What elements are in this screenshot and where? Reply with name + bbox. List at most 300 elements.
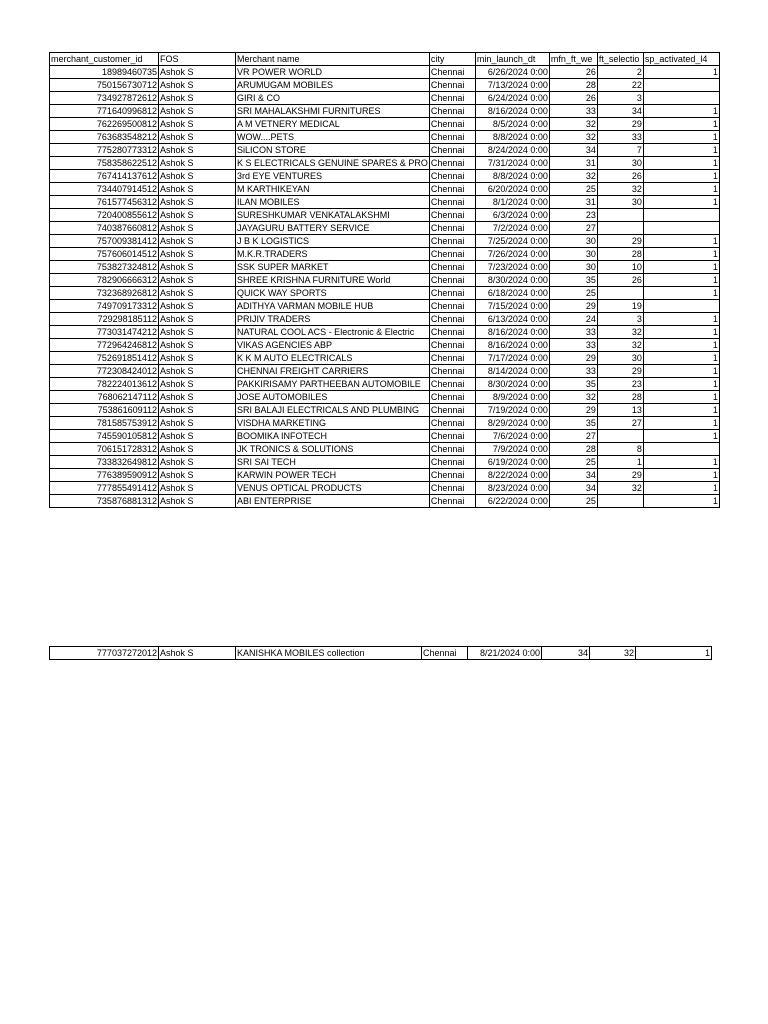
cell-merchant-name[interactable]: JAYAGURU BATTERY SERVICE <box>236 222 430 235</box>
cell-mfn-ft-we[interactable]: 25 <box>549 287 597 300</box>
cell-mfn-ft-we[interactable]: 30 <box>549 261 597 274</box>
cell-ft-selectio[interactable]: 13 <box>597 404 643 417</box>
cell-fos[interactable]: Ashok S <box>159 647 236 660</box>
cell-min-launch-dt[interactable]: 7/13/2024 0:00 <box>475 79 549 92</box>
cell-ft-selectio[interactable]: 22 <box>597 79 643 92</box>
cell-fos[interactable]: Ashok S <box>159 235 236 248</box>
cell-sp-activated-l4[interactable]: 1 <box>643 326 719 339</box>
cell-city[interactable]: Chennai <box>429 261 475 274</box>
cell-merchant-customer-id[interactable]: 781585753912 <box>50 417 159 430</box>
cell-merchant-customer-id[interactable]: 733832649812 <box>50 456 159 469</box>
cell-mfn-ft-we[interactable]: 33 <box>549 339 597 352</box>
cell-city[interactable]: Chennai <box>429 469 475 482</box>
cell-sp-activated-l4[interactable] <box>643 209 719 222</box>
cell-merchant-name[interactable]: GIRI & CO <box>236 92 430 105</box>
cell-mfn-ft-we[interactable]: 31 <box>549 196 597 209</box>
cell-sp-activated-l4[interactable] <box>643 300 719 313</box>
cell-merchant-customer-id[interactable]: 757606014512 <box>50 248 159 261</box>
cell-merchant-customer-id[interactable]: 767414137612 <box>50 170 159 183</box>
header-cell-fos[interactable]: FOS <box>159 53 236 66</box>
cell-fos[interactable]: Ashok S <box>159 482 236 495</box>
cell-merchant-customer-id[interactable]: 777855491412 <box>50 482 159 495</box>
cell-city[interactable]: Chennai <box>429 92 475 105</box>
cell-sp-activated-l4[interactable] <box>643 92 719 105</box>
cell-city[interactable]: Chennai <box>429 313 475 326</box>
cell-min-launch-dt[interactable]: 8/16/2024 0:00 <box>475 339 549 352</box>
cell-ft-selectio[interactable]: 29 <box>597 365 643 378</box>
cell-fos[interactable]: Ashok S <box>159 391 236 404</box>
cell-mfn-ft-we[interactable]: 24 <box>549 313 597 326</box>
cell-city[interactable]: Chennai <box>429 118 475 131</box>
cell-mfn-ft-we[interactable]: 32 <box>549 131 597 144</box>
cell-merchant-name[interactable]: JK TRONICS & SOLUTIONS <box>236 443 430 456</box>
cell-mfn-ft-we[interactable]: 31 <box>549 157 597 170</box>
cell-sp-activated-l4[interactable]: 1 <box>643 313 719 326</box>
cell-sp-activated-l4[interactable]: 1 <box>643 157 719 170</box>
cell-fos[interactable]: Ashok S <box>159 170 236 183</box>
cell-min-launch-dt[interactable]: 8/8/2024 0:00 <box>475 170 549 183</box>
cell-merchant-name[interactable]: SiLICON STORE <box>236 144 430 157</box>
cell-city[interactable]: Chennai <box>429 443 475 456</box>
cell-sp-activated-l4[interactable]: 1 <box>643 352 719 365</box>
cell-mfn-ft-we[interactable]: 29 <box>549 404 597 417</box>
table-row <box>50 430 720 443</box>
cell-merchant-name[interactable]: ABI ENTERPRISE <box>236 495 430 508</box>
cell-mfn-ft-we[interactable]: 25 <box>549 456 597 469</box>
cell-city[interactable]: Chennai <box>429 378 475 391</box>
cell-mfn-ft-we[interactable]: 29 <box>549 352 597 365</box>
cell-merchant-customer-id[interactable]: 782906666312 <box>50 274 159 287</box>
header-row <box>50 53 720 66</box>
cell-fos[interactable]: Ashok S <box>159 495 236 508</box>
cell-mfn-ft-we[interactable]: 26 <box>549 92 597 105</box>
cell-city[interactable]: Chennai <box>429 79 475 92</box>
cell-mfn-ft-we[interactable]: 32 <box>549 118 597 131</box>
cell-ft-selectio[interactable]: 7 <box>597 144 643 157</box>
cell-merchant-name[interactable]: SRI MAHALAKSHMI FURNITURES <box>236 105 430 118</box>
cell-fos[interactable]: Ashok S <box>159 118 236 131</box>
cell-city[interactable]: Chennai <box>422 647 468 660</box>
cell-merchant-name[interactable]: JOSE AUTOMOBILES <box>236 391 430 404</box>
cell-city[interactable]: Chennai <box>429 391 475 404</box>
cell-fos[interactable]: Ashok S <box>159 248 236 261</box>
table-row <box>50 482 720 495</box>
cell-city[interactable]: Chennai <box>429 274 475 287</box>
cell-min-launch-dt[interactable]: 6/20/2024 0:00 <box>475 183 549 196</box>
cell-ft-selectio[interactable]: 8 <box>597 443 643 456</box>
cell-ft-selectio[interactable]: 29 <box>597 469 643 482</box>
cell-merchant-customer-id[interactable]: 773031474212 <box>50 326 159 339</box>
cell-merchant-customer-id[interactable]: 763683548212 <box>50 131 159 144</box>
cell-sp-activated-l4[interactable]: 1 <box>643 183 719 196</box>
cell-ft-selectio[interactable]: 32 <box>597 183 643 196</box>
cell-merchant-customer-id[interactable]: 706151728312 <box>50 443 159 456</box>
cell-fos[interactable]: Ashok S <box>159 222 236 235</box>
cell-sp-activated-l4[interactable]: 1 <box>643 248 719 261</box>
cell-city[interactable]: Chennai <box>429 404 475 417</box>
cell-fos[interactable]: Ashok S <box>159 66 236 79</box>
cell-merchant-customer-id[interactable]: 776389590912 <box>50 469 159 482</box>
header-cell-merchant-name[interactable]: Merchant name <box>236 53 430 66</box>
cell-ft-selectio[interactable]: 30 <box>597 157 643 170</box>
cell-min-launch-dt[interactable]: 8/30/2024 0:00 <box>475 274 549 287</box>
cell-merchant-customer-id[interactable]: 734407914512 <box>50 183 159 196</box>
cell-mfn-ft-we[interactable]: 27 <box>549 222 597 235</box>
cell-merchant-customer-id[interactable]: 749709173312 <box>50 300 159 313</box>
cell-min-launch-dt[interactable]: 6/19/2024 0:00 <box>475 456 549 469</box>
cell-merchant-name[interactable]: KANISHKA MOBILES collection <box>236 647 422 660</box>
cell-min-launch-dt[interactable]: 8/9/2024 0:00 <box>475 391 549 404</box>
cell-merchant-name[interactable]: K S ELECTRICALS GENUINE SPARES & PRO <box>237 158 428 168</box>
cell-merchant-name[interactable]: NATURAL COOL ACS - Electronic & Electric <box>236 326 430 339</box>
cell-fos[interactable]: Ashok S <box>159 443 236 456</box>
cell-ft-selectio[interactable] <box>597 430 643 443</box>
cell-ft-selectio[interactable]: 29 <box>597 235 643 248</box>
cell-merchant-customer-id[interactable]: 782224013612 <box>50 378 159 391</box>
cell-ft-selectio[interactable]: 26 <box>597 170 643 183</box>
cell-fos[interactable]: Ashok S <box>159 326 236 339</box>
cell-merchant-customer-id[interactable]: 772308424012 <box>50 365 159 378</box>
cell-fos[interactable]: Ashok S <box>159 287 236 300</box>
cell-sp-activated-l4[interactable]: 1 <box>643 417 719 430</box>
cell-min-launch-dt[interactable]: 6/22/2024 0:00 <box>475 495 549 508</box>
cell-min-launch-dt[interactable]: 7/17/2024 0:00 <box>475 352 549 365</box>
cell-merchant-name[interactable]: BOOMIKA INFOTECH <box>236 430 430 443</box>
cell-sp-activated-l4[interactable]: 1 <box>643 131 719 144</box>
cell-merchant-customer-id[interactable]: 772964246812 <box>50 339 159 352</box>
cell-city[interactable]: Chennai <box>429 209 475 222</box>
cell-city[interactable]: Chennai <box>429 482 475 495</box>
cell-merchant-customer-id[interactable]: 18989460735 <box>50 66 159 79</box>
cell-mfn-ft-we[interactable]: 35 <box>549 378 597 391</box>
cell-fos[interactable]: Ashok S <box>159 209 236 222</box>
cell-min-launch-dt[interactable]: 6/24/2024 0:00 <box>475 92 549 105</box>
cell-city[interactable]: Chennai <box>429 300 475 313</box>
cell-city[interactable]: Chennai <box>429 352 475 365</box>
cell-fos[interactable]: Ashok S <box>159 183 236 196</box>
cell-merchant-name[interactable]: CHENNAI FREIGHT CARRIERS <box>236 365 430 378</box>
cell-mfn-ft-we[interactable]: 34 <box>542 647 590 660</box>
cell-merchant-name[interactable]: WOW....PETS <box>236 131 430 144</box>
cell-merchant-name[interactable]: VIKAS AGENCIES ABP <box>236 339 430 352</box>
cell-merchant-name[interactable]: ARUMUGAM MOBILES <box>236 79 430 92</box>
cell-merchant-customer-id[interactable]: 771640996812 <box>50 105 159 118</box>
cell-merchant-customer-id[interactable]: 732368926812 <box>50 287 159 300</box>
cell-min-launch-dt[interactable]: 8/23/2024 0:00 <box>475 482 549 495</box>
cell-ft-selectio[interactable]: 32 <box>590 647 636 660</box>
cell-merchant-name[interactable]: VENUS OPTICAL PRODUCTS <box>236 482 430 495</box>
cell-merchant-name[interactable]: PRIJIV TRADERS <box>236 313 430 326</box>
cell-city[interactable]: Chennai <box>429 287 475 300</box>
cell-fos[interactable]: Ashok S <box>159 274 236 287</box>
cell-mfn-ft-we[interactable]: 32 <box>549 391 597 404</box>
cell-mfn-ft-we[interactable]: 28 <box>549 443 597 456</box>
cell-ft-selectio[interactable]: 3 <box>597 92 643 105</box>
table-row <box>50 261 720 274</box>
cell-sp-activated-l4[interactable]: 1 <box>643 339 719 352</box>
cell-city[interactable]: Chennai <box>429 222 475 235</box>
cell-merchant-name[interactable]: QUICK WAY SPORTS <box>236 287 430 300</box>
cell-mfn-ft-we[interactable]: 26 <box>549 66 597 79</box>
cell-min-launch-dt[interactable]: 7/2/2024 0:00 <box>475 222 549 235</box>
cell-merchant-customer-id[interactable]: 768062147112 <box>50 391 159 404</box>
cell-ft-selectio[interactable]: 27 <box>597 417 643 430</box>
cell-city[interactable]: Chennai <box>429 365 475 378</box>
cell-mfn-ft-we[interactable]: 34 <box>549 144 597 157</box>
table-row <box>50 417 720 430</box>
cell-fos[interactable]: Ashok S <box>159 92 236 105</box>
cell-mfn-ft-we[interactable]: 27 <box>549 430 597 443</box>
cell-city[interactable]: Chennai <box>429 248 475 261</box>
cell-merchant-name[interactable]: 3rd EYE VENTURES <box>236 170 430 183</box>
cell-ft-selectio[interactable]: 3 <box>597 313 643 326</box>
cell-ft-selectio[interactable]: 33 <box>597 131 643 144</box>
cell-merchant-name[interactable]: SSK SUPER MARKET <box>236 261 430 274</box>
cell-fos[interactable]: Ashok S <box>159 404 236 417</box>
cell-fos[interactable]: Ashok S <box>159 352 236 365</box>
cell-sp-activated-l4[interactable]: 1 <box>643 482 719 495</box>
cell-merchant-customer-id[interactable]: 753827324812 <box>50 261 159 274</box>
cell-min-launch-dt[interactable]: 6/13/2024 0:00 <box>475 313 549 326</box>
cell-city[interactable]: Chennai <box>429 66 475 79</box>
cell-sp-activated-l4[interactable] <box>643 79 719 92</box>
cell-ft-selectio[interactable] <box>597 222 643 235</box>
cell-merchant-customer-id[interactable]: 762269500812 <box>50 118 159 131</box>
cell-mfn-ft-we[interactable]: 35 <box>549 274 597 287</box>
cell-city[interactable]: Chennai <box>429 235 475 248</box>
cell-ft-selectio[interactable] <box>597 287 643 300</box>
cell-merchant-customer-id[interactable]: 729298185112 <box>50 313 159 326</box>
cell-merchant-name[interactable]: KARWIN POWER TECH <box>236 469 430 482</box>
cell-min-launch-dt[interactable]: 7/23/2024 0:00 <box>475 261 549 274</box>
cell-fos[interactable]: Ashok S <box>159 196 236 209</box>
cell-sp-activated-l4[interactable]: 1 <box>643 144 719 157</box>
cell-fos[interactable]: Ashok S <box>159 79 236 92</box>
cell-min-launch-dt[interactable]: 8/16/2024 0:00 <box>475 105 549 118</box>
cell-city[interactable]: Chennai <box>429 456 475 469</box>
cell-city[interactable]: Chennai <box>429 339 475 352</box>
cell-sp-activated-l4[interactable]: 1 <box>643 495 719 508</box>
header-cell-city[interactable]: city <box>429 53 475 66</box>
cell-fos[interactable]: Ashok S <box>159 157 236 170</box>
cell-mfn-ft-we[interactable]: 25 <box>549 495 597 508</box>
cell-fos[interactable]: Ashok S <box>159 144 236 157</box>
cell-min-launch-dt[interactable]: 6/26/2024 0:00 <box>475 66 549 79</box>
cell-ft-selectio[interactable]: 19 <box>597 300 643 313</box>
cell-sp-activated-l4[interactable]: 1 <box>643 430 719 443</box>
cell-ft-selectio[interactable]: 23 <box>597 378 643 391</box>
cell-ft-selectio[interactable]: 32 <box>597 326 643 339</box>
cell-merchant-name[interactable]: ADITHYA VARMAN MOBILE HUB <box>236 300 430 313</box>
cell-merchant-customer-id[interactable]: 734927872612 <box>50 92 159 105</box>
cell-ft-selectio[interactable] <box>597 495 643 508</box>
cell-merchant-name[interactable]: VR POWER WORLD <box>236 66 430 79</box>
cell-min-launch-dt[interactable]: 7/15/2024 0:00 <box>475 300 549 313</box>
cell-mfn-ft-we[interactable]: 25 <box>549 183 597 196</box>
cell-merchant-name[interactable]: SHREE KRISHNA FURNITURE World <box>236 274 430 287</box>
cell-merchant-name[interactable]: ILAN MOBILES <box>236 196 430 209</box>
cell-city[interactable]: Chennai <box>429 196 475 209</box>
cell-city[interactable]: Chennai <box>429 157 475 170</box>
cell-ft-selectio[interactable]: 10 <box>597 261 643 274</box>
cell-fos[interactable]: Ashok S <box>159 261 236 274</box>
cell-mfn-ft-we[interactable]: 34 <box>549 469 597 482</box>
cell-city[interactable]: Chennai <box>429 326 475 339</box>
cell-fos[interactable]: Ashok S <box>159 339 236 352</box>
cell-ft-selectio[interactable]: 26 <box>597 274 643 287</box>
cell-sp-activated-l4[interactable]: 1 <box>643 261 719 274</box>
cell-sp-activated-l4[interactable]: 1 <box>643 105 719 118</box>
table-row <box>50 456 720 469</box>
cell-merchant-customer-id[interactable]: 735876881312 <box>50 495 159 508</box>
cell-sp-activated-l4[interactable]: 1 <box>643 365 719 378</box>
cell-merchant-customer-id[interactable]: 758358622512 <box>50 157 159 170</box>
cell-city[interactable]: Chennai <box>429 430 475 443</box>
cell-ft-selectio[interactable]: 29 <box>597 118 643 131</box>
cell-merchant-customer-id[interactable]: 740387660812 <box>50 222 159 235</box>
cell-min-launch-dt[interactable]: 7/31/2024 0:00 <box>475 157 549 170</box>
table-row <box>50 287 720 300</box>
cell-city[interactable]: Chennai <box>429 417 475 430</box>
cell-ft-selectio[interactable]: 32 <box>597 482 643 495</box>
cell-fos[interactable]: Ashok S <box>159 417 236 430</box>
cell-ft-selectio[interactable] <box>597 209 643 222</box>
cell-ft-selectio[interactable]: 28 <box>597 391 643 404</box>
cell-mfn-ft-we[interactable]: 33 <box>549 105 597 118</box>
cell-mfn-ft-we[interactable]: 30 <box>549 235 597 248</box>
cell-min-launch-dt[interactable]: 8/21/2024 0:00 <box>468 647 542 660</box>
cell-min-launch-dt[interactable]: 8/5/2024 0:00 <box>475 118 549 131</box>
cell-sp-activated-l4[interactable] <box>643 222 719 235</box>
cell-merchant-customer-id[interactable]: 753861609112 <box>50 404 159 417</box>
cell-mfn-ft-we[interactable]: 29 <box>549 300 597 313</box>
cell-merchant-name[interactable]: M.K.R.TRADERS <box>236 248 430 261</box>
cell-sp-activated-l4[interactable]: 1 <box>643 66 719 79</box>
cell-mfn-ft-we[interactable]: 33 <box>549 326 597 339</box>
cell-fos[interactable]: Ashok S <box>159 378 236 391</box>
cell-merchant-customer-id[interactable]: 750156730712 <box>50 79 159 92</box>
cell-mfn-ft-we[interactable]: 33 <box>549 365 597 378</box>
cell-merchant-name[interactable]: PAKKIRISAMY PARTHEEBAN AUTOMOBILE <box>236 378 430 391</box>
cell-sp-activated-l4[interactable]: 1 <box>643 196 719 209</box>
cell-min-launch-dt[interactable]: 7/25/2024 0:00 <box>475 235 549 248</box>
cell-min-launch-dt[interactable]: 7/9/2024 0:00 <box>475 443 549 456</box>
cell-merchant-name[interactable]: J B K LOGISTICS <box>236 235 430 248</box>
cell-sp-activated-l4[interactable]: 1 <box>643 378 719 391</box>
cell-merchant-name[interactable]: SURESHKUMAR VENKATALAKSHMI <box>236 209 430 222</box>
cell-merchant-name[interactable]: M KARTHIKEYAN <box>236 183 430 196</box>
cell-fos[interactable]: Ashok S <box>159 456 236 469</box>
cell-min-launch-dt[interactable]: 7/26/2024 0:00 <box>475 248 549 261</box>
cell-merchant-customer-id[interactable]: 745590105812 <box>50 430 159 443</box>
cell-city[interactable]: Chennai <box>429 170 475 183</box>
cell-mfn-ft-we[interactable]: 28 <box>549 79 597 92</box>
cell-min-launch-dt[interactable]: 6/3/2024 0:00 <box>475 209 549 222</box>
cell-min-launch-dt[interactable]: 8/1/2024 0:00 <box>475 196 549 209</box>
cell-sp-activated-l4[interactable]: 1 <box>643 118 719 131</box>
cell-sp-activated-l4[interactable]: 1 <box>643 404 719 417</box>
cell-city[interactable]: Chennai <box>429 495 475 508</box>
cell-ft-selectio[interactable]: 34 <box>597 105 643 118</box>
cell-ft-selectio[interactable]: 2 <box>597 66 643 79</box>
cell-merchant-customer-id[interactable]: 757009381412 <box>50 235 159 248</box>
cell-sp-activated-l4[interactable]: 1 <box>643 235 719 248</box>
cell-mfn-ft-we[interactable]: 32 <box>549 170 597 183</box>
cell-merchant-name[interactable]: VISDHA MARKETING <box>236 417 430 430</box>
cell-ft-selectio[interactable]: 28 <box>597 248 643 261</box>
merchant-table <box>49 52 720 508</box>
cell-min-launch-dt[interactable]: 8/16/2024 0:00 <box>475 326 549 339</box>
header-cell-ft-selectio[interactable]: ft_selectio <box>597 53 643 66</box>
cell-sp-activated-l4[interactable]: 1 <box>643 391 719 404</box>
cell-fos[interactable]: Ashok S <box>159 365 236 378</box>
cell-ft-selectio[interactable]: 1 <box>597 456 643 469</box>
cell-min-launch-dt[interactable]: 8/29/2024 0:00 <box>475 417 549 430</box>
cell-sp-activated-l4[interactable]: 1 <box>643 469 719 482</box>
cell-sp-activated-l4[interactable]: 1 <box>636 647 712 660</box>
cell-min-launch-dt[interactable]: 6/18/2024 0:00 <box>475 287 549 300</box>
cell-min-launch-dt[interactable]: 7/19/2024 0:00 <box>475 404 549 417</box>
cell-fos[interactable]: Ashok S <box>159 105 236 118</box>
cell-min-launch-dt[interactable]: 8/8/2024 0:00 <box>475 131 549 144</box>
cell-min-launch-dt[interactable]: 8/22/2024 0:00 <box>475 469 549 482</box>
cell-sp-activated-l4[interactable]: 1 <box>643 287 719 300</box>
header-cell-min-launch-dt[interactable]: min_launch_dt <box>475 53 549 66</box>
cell-mfn-ft-we[interactable]: 30 <box>549 248 597 261</box>
header-cell-merchant-customer-id[interactable]: merchant_customer_id <box>50 53 159 66</box>
cell-min-launch-dt[interactable]: 8/14/2024 0:00 <box>475 365 549 378</box>
cell-fos[interactable]: Ashok S <box>159 313 236 326</box>
cell-city[interactable]: Chennai <box>429 144 475 157</box>
cell-ft-selectio[interactable]: 32 <box>597 339 643 352</box>
cell-merchant-customer-id[interactable]: 775280773312 <box>50 144 159 157</box>
cell-merchant-name[interactable]: SRI SAI TECH <box>236 456 430 469</box>
cell-sp-activated-l4[interactable]: 1 <box>643 170 719 183</box>
cell-min-launch-dt[interactable]: 8/30/2024 0:00 <box>475 378 549 391</box>
cell-merchant-customer-id[interactable]: 777037272012 <box>50 647 159 660</box>
table-row <box>50 196 720 209</box>
cell-ft-selectio[interactable]: 30 <box>597 196 643 209</box>
cell-sp-activated-l4[interactable] <box>643 443 719 456</box>
cell-ft-selectio[interactable]: 30 <box>597 352 643 365</box>
cell-mfn-ft-we[interactable]: 35 <box>549 417 597 430</box>
cell-fos[interactable]: Ashok S <box>159 469 236 482</box>
cell-fos[interactable]: Ashok S <box>159 430 236 443</box>
table-row <box>50 404 720 417</box>
table-row <box>50 92 720 105</box>
header-cell-mfn-ft-we[interactable]: mfn_ft_we <box>549 53 597 66</box>
cell-min-launch-dt[interactable]: 7/6/2024 0:00 <box>475 430 549 443</box>
table-row <box>50 495 720 508</box>
header-cell-sp-activated-l4[interactable]: sp_activated_l4 <box>643 53 719 66</box>
cell-merchant-name[interactable]: A M VETNERY MEDICAL <box>236 118 430 131</box>
cell-merchant-customer-id[interactable]: 761577456312 <box>50 196 159 209</box>
cell-sp-activated-l4[interactable]: 1 <box>643 274 719 287</box>
cell-mfn-ft-we[interactable]: 23 <box>549 209 597 222</box>
cell-merchant-name[interactable]: SRI BALAJI ELECTRICALS AND PLUMBING <box>236 404 430 417</box>
cell-city[interactable]: Chennai <box>429 105 475 118</box>
cell-merchant-customer-id[interactable]: 752691851412 <box>50 352 159 365</box>
cell-merchant-customer-id[interactable]: 720400855612 <box>50 209 159 222</box>
cell-sp-activated-l4[interactable]: 1 <box>643 456 719 469</box>
cell-city[interactable]: Chennai <box>429 131 475 144</box>
cell-mfn-ft-we[interactable]: 34 <box>549 482 597 495</box>
cell-city[interactable]: Chennai <box>429 183 475 196</box>
cell-merchant-name[interactable]: K K M AUTO ELECTRICALS <box>236 352 430 365</box>
cell-fos[interactable]: Ashok S <box>159 300 236 313</box>
cell-min-launch-dt[interactable]: 8/24/2024 0:00 <box>475 144 549 157</box>
cell-fos[interactable]: Ashok S <box>159 131 236 144</box>
